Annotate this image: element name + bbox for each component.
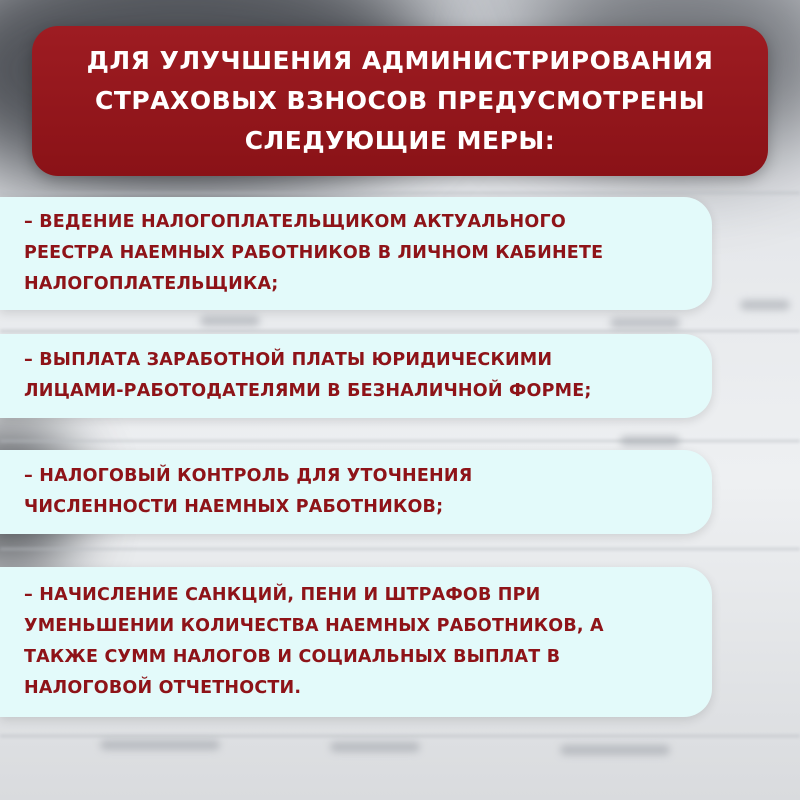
background-text-blur [200, 316, 260, 326]
background-text-blur [620, 436, 680, 446]
measure-text: – ВЕДЕНИЕ НАЛОГОПЛАТЕЛЬЩИКОМ АКТУАЛЬНОГО РЕЕСТРА НАЕМНЫХ РАБОТНИКОВ В ЛИЧНОМ КАБИНЕТЕ НАЛОГОПЛАТЕЛЬЩИКА; [24, 212, 604, 294]
background-table-line [0, 192, 800, 194]
measure-text: – НАЛОГОВЫЙ КОНТРОЛЬ ДЛЯ УТОЧНЕНИЯ ЧИСЛЕННОСТИ НАЕМНЫХ РАБОТНИКОВ; [24, 466, 473, 517]
title-banner [32, 26, 768, 176]
background-table-line [0, 440, 800, 442]
measure-card-2 [0, 334, 712, 418]
background-text-blur [740, 300, 790, 310]
measure-text: – ВЫПЛАТА ЗАРАБОТНОЙ ПЛАТЫ ЮРИДИЧЕСКИМИ ЛИЦАМИ-РАБОТОДАТЕЛЯМИ В БЕЗНАЛИЧНОЙ ФОРМЕ; [24, 350, 592, 401]
title-text: ДЛЯ УЛУЧШЕНИЯ АДМИНИСТРИРОВАНИЯ СТРАХОВЫХ ВЗНОСОВ ПРЕДУСМОТРЕНЫ СЛЕДУЮЩИЕ МЕРЫ: [86, 46, 714, 155]
background-text-blur [100, 740, 220, 750]
measure-card-1 [0, 197, 712, 310]
background-text-blur [330, 742, 420, 752]
background-text-blur [560, 745, 670, 755]
background-text-blur [610, 318, 680, 328]
background-table-line [0, 330, 800, 332]
measure-text: – НАЧИСЛЕНИЕ САНКЦИЙ, ПЕНИ И ШТРАФОВ ПРИ УМЕНЬШЕНИИ КОЛИЧЕСТВА НАЕМНЫХ РАБОТНИКОВ, А ТАКЖЕ СУММ НАЛОГОВ И СОЦИАЛЬНЫХ ВЫПЛАТ В НАЛОГОВОЙ ОТЧЕТНОСТИ. [24, 585, 604, 698]
measure-card-4 [0, 567, 712, 717]
background-table-line [0, 548, 800, 550]
measure-card-3 [0, 450, 712, 534]
background-table-line [0, 735, 800, 737]
